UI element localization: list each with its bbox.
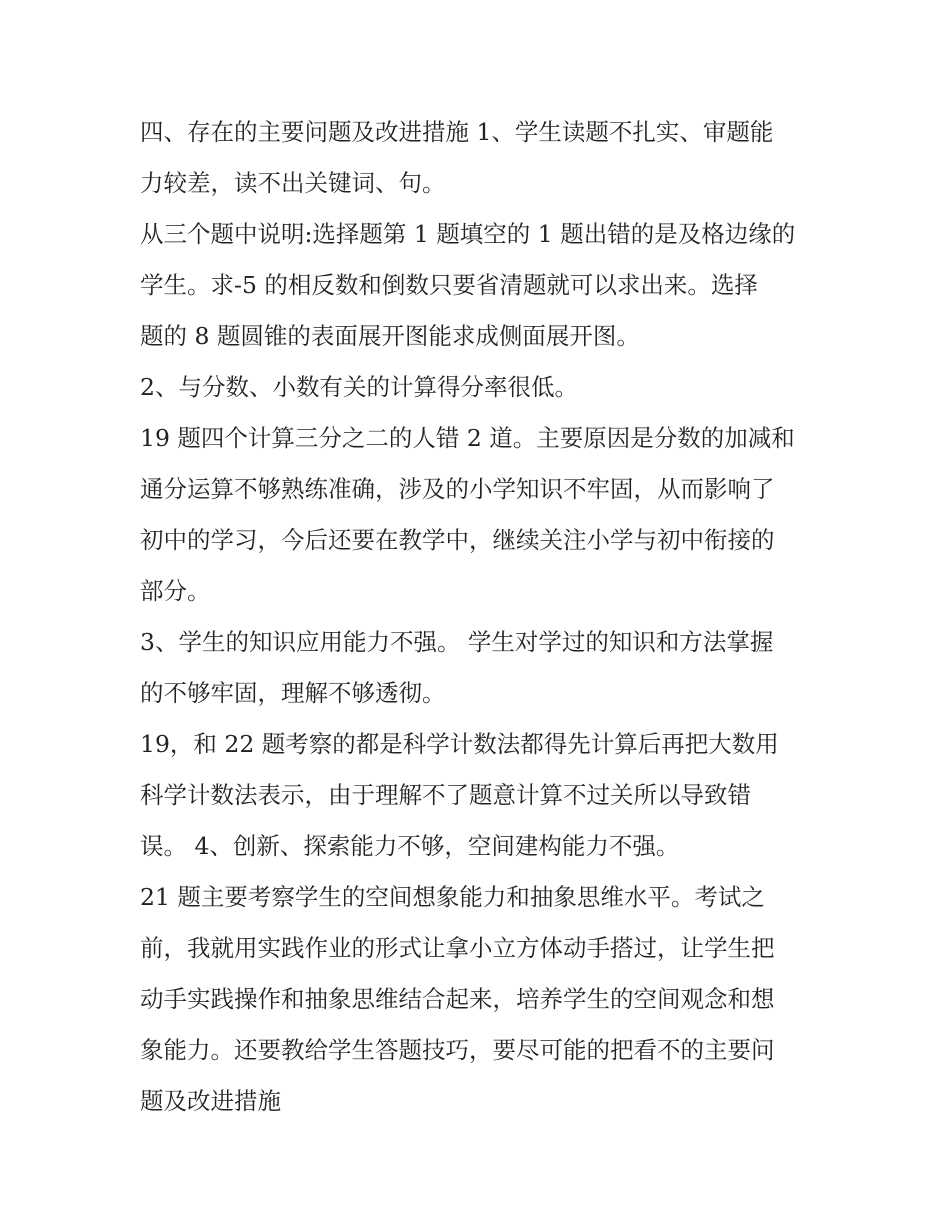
text-line: 动手实践操作和抽象思维结合起来，培养学生的空间观念和想 [140, 985, 775, 1013]
text-line: 2、与分数、小数有关的计算得分率很低。 [140, 373, 578, 401]
paragraph-problems-intro [140, 107, 815, 209]
document-body [140, 107, 815, 1127]
text-line: 3、学生的知识应用能力不强。 学生对学过的知识和方法掌握 [140, 628, 774, 656]
text-line: 前，我就用实践作业的形式让拿小立方体动手搭过，让学生把 [140, 934, 775, 962]
text-line: 部分。 [140, 577, 211, 605]
text-line: 21 题主要考察学生的空间想象能力和抽象思维水平。考试之 [140, 883, 765, 911]
text-line: 的不够牢固，理解不够透彻。 [140, 679, 446, 707]
text-line: 19 题四个计算三分之二的人错 2 道。主要原因是分数的加减和 [140, 424, 795, 452]
paragraph-point-3 [140, 617, 815, 719]
text-line: 初中的学习，今后还要在教学中，继续关注小学与初中衔接的 [140, 526, 775, 554]
paragraph-point-2 [140, 362, 815, 413]
paragraph-question-explanation [140, 209, 815, 362]
text-line: 误。 4、创新、探索能力不够，空间建构能力不强。 [140, 832, 680, 860]
text-line: 科学计数法表示，由于理解不了题意计算不过关所以导致错 [140, 781, 751, 809]
text-line: 四、存在的主要问题及改进措施 1、学生读题不扎实、审题能 [140, 118, 774, 146]
text-line: 学生。求-5 的相反数和倒数只要省清题就可以求出来。选择 [140, 271, 758, 299]
text-line: 题的 8 题圆锥的表面展开图能求成侧面展开图。 [140, 322, 640, 350]
text-line: 象能力。还要教给学生答题技巧，要尽可能的把看不的主要问 [140, 1036, 775, 1064]
text-line: 从三个题中说明:选择题第 1 题填空的 1 题出错的是及格边缘的 [140, 220, 796, 248]
text-line: 题及改进措施 [140, 1087, 281, 1115]
text-line: 19，和 22 题考察的都是科学计数法都得先计算后再把大数用 [140, 730, 779, 758]
paragraph-question-19 [140, 413, 815, 617]
text-line: 通分运算不够熟练准确，涉及的小学知识不牢固，从而影响了 [140, 475, 775, 503]
text-line: 力较差，读不出关键词、句。 [140, 169, 446, 197]
paragraph-question-19-22 [140, 719, 815, 872]
paragraph-question-21 [140, 872, 815, 1127]
